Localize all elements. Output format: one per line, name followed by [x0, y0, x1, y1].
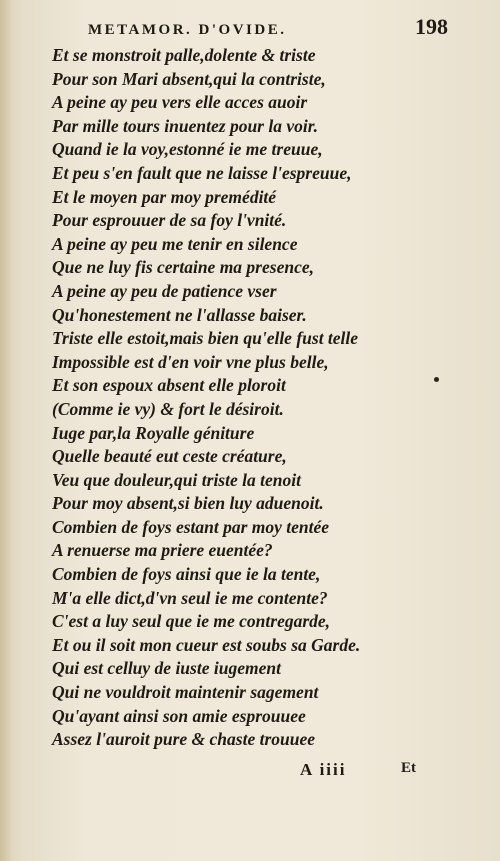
verse-line: Assez l'auroit pure & chaste trouuee [52, 729, 316, 750]
verse-line: Impossible est d'en voir vne plus belle, [52, 351, 329, 372]
verse-line: Et se monstroit palle,dolente & triste [52, 45, 316, 65]
verse-line: Triste elle estoit,mais bien qu'elle fust telle [52, 328, 359, 349]
verse-line: Et peu s'en fault que ne laisse l'espreuue, [52, 162, 352, 183]
verse-line: Qui ne vouldroit maintenir sagement [52, 682, 319, 703]
verse-line: Par mille tours inuentez pour la voir. [52, 115, 318, 136]
verse-line: A peine ay peu vers elle acces auoir [52, 92, 308, 113]
verse-block [52, 44, 452, 752]
verse-line: Et ou il soit mon cueur est soubs sa Garde. [52, 634, 361, 655]
verse-line: M'a elle dict,d'vn seul ie me contente? [52, 587, 328, 608]
verse-line: Et son espoux absent elle ploroit [52, 375, 286, 396]
folio-number: 198 [415, 14, 448, 39]
verse-line: A renuerse ma priere euentée? [52, 540, 273, 561]
verse-line: (Comme ie vy) & fort le désiroit. [52, 398, 284, 419]
running-head [88, 14, 448, 44]
verse-line: Quelle beauté eut ceste créature, [52, 446, 287, 467]
verse-line: Pour moy absent,si bien luy aduenoit. [52, 493, 324, 514]
verse-line: Veu que douleur,qui triste la tenoit [52, 469, 301, 490]
verse-line: Combien de foys ainsi que ie la tente, [52, 564, 321, 585]
running-title: METAMOR. D'OVIDE. [88, 22, 287, 38]
ink-mark [434, 377, 439, 382]
verse-line: A peine ay peu me tenir en silence [52, 233, 298, 254]
verse-line: Qu'honestement ne l'allasse baiser. [52, 304, 307, 325]
page-gutter [0, 0, 22, 861]
verse-line: Que ne luy fis certaine ma presence, [52, 257, 314, 278]
signature-mark: A iiii [300, 760, 347, 779]
verse-line: Iuge par,la Royalle géniture [52, 422, 255, 443]
verse-line: Pour son Mari absent,qui la contriste, [52, 68, 326, 89]
verse-line: A peine ay peu de patience vser [52, 280, 277, 301]
verse-line: Combien de foys estant par moy tentée [52, 516, 330, 537]
page-footer [290, 760, 430, 784]
verse-line: Qui est celluy de iuste iugement [52, 658, 281, 679]
verse-line: Pour esprouuer de sa foy l'vnité. [52, 210, 287, 231]
verse-line: Quand ie la voy,estonné ie me treuue, [52, 139, 323, 160]
verse-line: Et le moyen par moy premédité [52, 186, 277, 207]
verse-line: C'est a luy seul que ie me contregarde, [52, 611, 331, 632]
catchword: Et [401, 760, 416, 776]
verse-line: Qu'ayant ainsi son amie esprouuee [52, 705, 306, 726]
